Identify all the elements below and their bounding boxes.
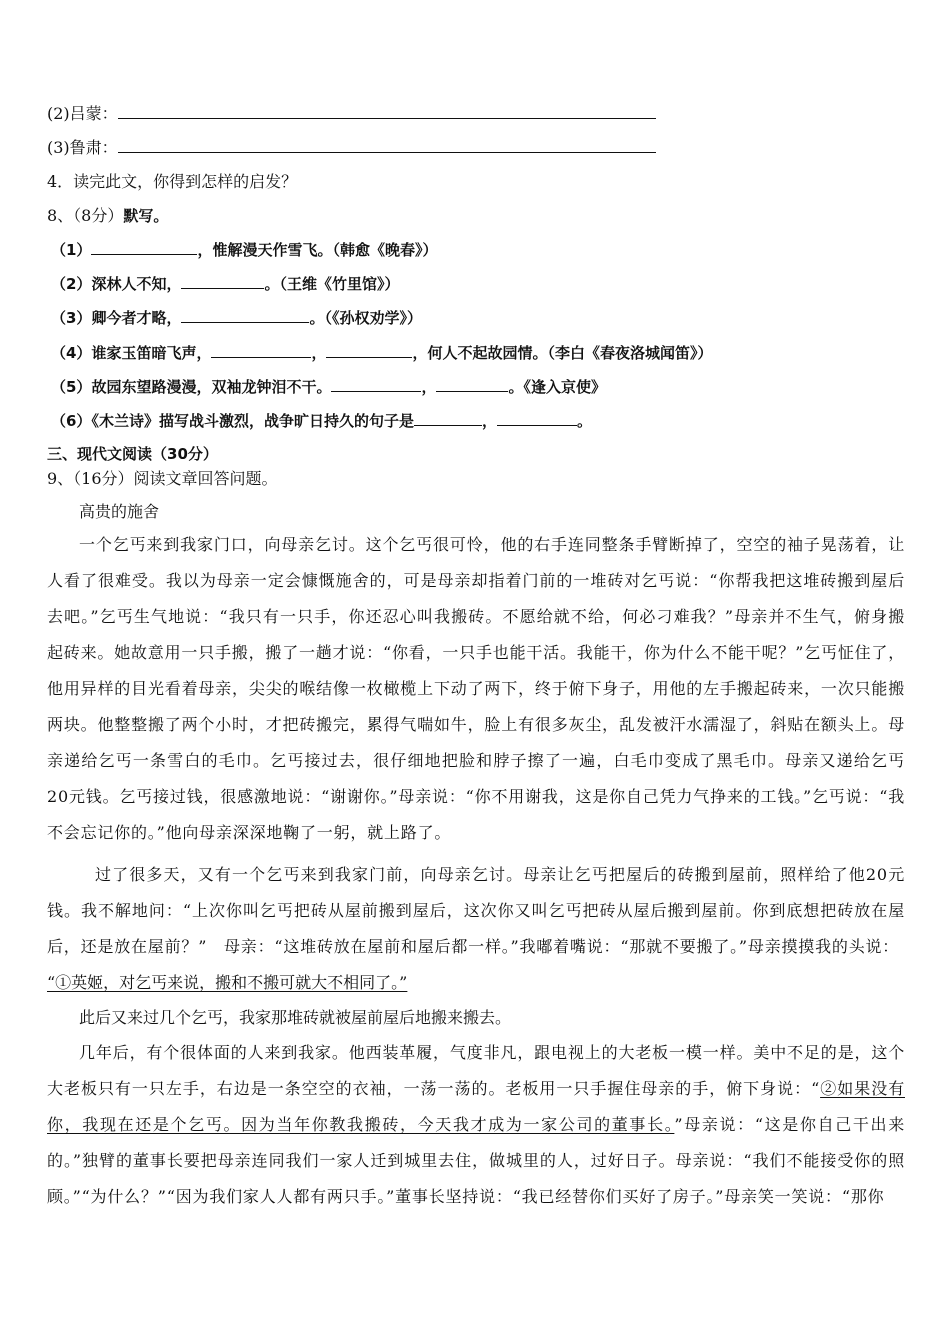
article-paragraph-3: 此后又来过几个乞丐，我家那堆砖就被屋前屋后地搬来搬去。 xyxy=(79,1008,512,1027)
item-number: （4） xyxy=(51,344,92,362)
answer-blank[interactable] xyxy=(181,308,309,323)
item-text: 。（《孙权劝学》） xyxy=(309,309,422,327)
item-number: （5） xyxy=(51,378,92,396)
article-quote-1 xyxy=(47,973,407,993)
item-text: 。（王维《竹里馆》） xyxy=(264,275,400,293)
answer-blank[interactable] xyxy=(118,138,656,153)
item-number: （2） xyxy=(51,275,92,293)
article-title: 高贵的施舍 xyxy=(79,502,160,521)
q3-item-lusu xyxy=(47,138,656,158)
dictation-item-5 xyxy=(51,377,606,397)
item-text: 卿今者才略， xyxy=(91,309,182,327)
underlined-quote-1: “①英姬，对乞丐来说，搬和不搬可就大不相同了。” xyxy=(47,973,408,992)
answer-blank[interactable] xyxy=(414,411,482,426)
article-paragraph-1: 一个乞丐来到我家门口，向母亲乞讨。这个乞丐很可怜，他的右手连同整条手臂断掉了，空空的袖子晃荡着，让人看了很难受。我以为母亲一定会慷慨施舍的，可是母亲却指着门前的一堆砖对乞丐说：“你帮我把这堆砖搬到屋后去吧。”乞丐生气地说：“我只有一只手，你还忍心叫我搬砖。不愿给就不给，何必刁难我？”母亲并不生气，俯身搬起砖来。她故意用一只手搬，搬了一趟才说：“你看，一只手也能干活。我能干，你为什么不能干呢？”乞丐怔住了，他用异样的目光看着母亲，尖尖的喉结像一枚橄榄上下动了两下，终于俯下身子，用他的左手搬起砖来，一次只能搬两块。他整整搬了两个小时，才把砖搬完，累得气喘如牛，脸上有很多灰尘，乱发被汗水濡湿了，斜贴在额头上。母亲递给乞丐一条雪白的毛巾。乞丐接过去，很仔细地把脸和脖子擦了一遍，白毛巾变成了黑毛巾。母亲又递给乞丐20元钱。乞丐接过钱，很感激地说：“谢谢你。”母亲说：“你不用谢我，这是你自己凭力气挣来的工钱。”乞丐说：“我不会忘记你的。”他向母亲深深地鞠了一躬，就上路了。 xyxy=(47,535,905,842)
item-text: ， xyxy=(421,378,437,396)
item-text: 谁家玉笛暗飞声， xyxy=(91,344,212,362)
answer-blank[interactable] xyxy=(497,411,577,426)
paragraph-4-text: 几年后，有个很体面的人来到我家。他西装革履，气度非凡，跟电视上的大老板一模一样。美中不足的是，这个大老板只有一只左手，右边是一条空空的衣袖，一荡一荡的。老板用一只手握住母亲的手，俯下身说：“ xyxy=(47,1043,905,1098)
item-text: ， xyxy=(481,412,497,430)
answer-blank[interactable] xyxy=(331,377,421,392)
item-text: 。 xyxy=(576,412,592,430)
question-4: 4．读完此文，你得到怎样的启发？ xyxy=(47,172,298,191)
item-text: ，惟解漫天作雪飞。（韩愈《晚春》） xyxy=(197,241,438,259)
answer-blank[interactable] xyxy=(91,240,197,255)
item-text: 《木兰诗》描写战斗激烈，战争旷日持久的句子是 xyxy=(91,412,414,430)
dictation-item-6 xyxy=(51,411,592,431)
answer-blank[interactable] xyxy=(211,343,311,358)
question-9: 9、（16分）阅读文章回答问题。 xyxy=(47,469,278,488)
underlined-quote-2: ②如果没有你，我现在还是个乞丐。因为当年你教我搬砖，今天我才成为一家公司的董事长。 xyxy=(47,1079,905,1134)
q3-item-label: (3)鲁肃： xyxy=(47,138,118,157)
item-text: 故园东望路漫漫，双袖龙钟泪不干。 xyxy=(91,378,332,396)
item-number: （3） xyxy=(51,309,92,327)
q3-item-lvmeng xyxy=(47,104,656,124)
answer-blank[interactable] xyxy=(181,274,264,289)
answer-blank[interactable] xyxy=(326,343,412,358)
paragraph-4-text: ”母亲说：“这是你自己干出来的。”独臂的董事长要把母亲连同我们一家人迁到城里去住，做城里的人，过好日子。母亲说：“我们不能接受你的照顾。”“为什么？”“因为我们家人人都有两只手。”董事长坚持说：“我已经替你们买好了房子。”母亲笑一笑说：“那你 xyxy=(47,1115,905,1206)
item-number: （6） xyxy=(51,412,92,430)
answer-blank[interactable] xyxy=(436,377,508,392)
question-8-title: 默写。 xyxy=(123,207,169,225)
item-text: ， xyxy=(311,344,327,362)
question-8-score: 8、（8分） xyxy=(47,206,124,225)
article-paragraph-4 xyxy=(47,1035,905,1215)
section-3-title: 三、现代文阅读（30分） xyxy=(47,445,218,463)
article-paragraph-2: 过了很多天，又有一个乞丐来到我家门前，向母亲乞讨。母亲让乞丐把屋后的砖搬到屋前，照样给了他20元钱。我不解地问：“上次你叫乞丐把砖从屋前搬到屋后，这次你又叫乞丐把砖从屋后搬到屋前。你到底想把砖放在屋后，还是放在屋前？” 母亲：“这堆砖放在屋前和屋后都一样。”我嘟着嘴说：“那就不要搬了。”母亲摸摸我的头说： xyxy=(47,865,905,956)
dictation-item-2 xyxy=(51,274,399,294)
item-text: 。《逢入京使》 xyxy=(508,378,606,396)
dictation-item-1 xyxy=(51,240,437,260)
answer-blank[interactable] xyxy=(118,104,656,119)
dictation-item-4 xyxy=(51,343,712,363)
q3-item-label: (2)吕蒙： xyxy=(47,104,118,123)
item-text: ，何人不起故园情。（李白《春夜洛城闻笛》） xyxy=(412,344,713,362)
question-8-heading xyxy=(47,206,168,226)
item-number: （1） xyxy=(51,241,92,259)
item-text: 深林人不知， xyxy=(91,275,182,293)
dictation-item-3 xyxy=(51,308,422,328)
